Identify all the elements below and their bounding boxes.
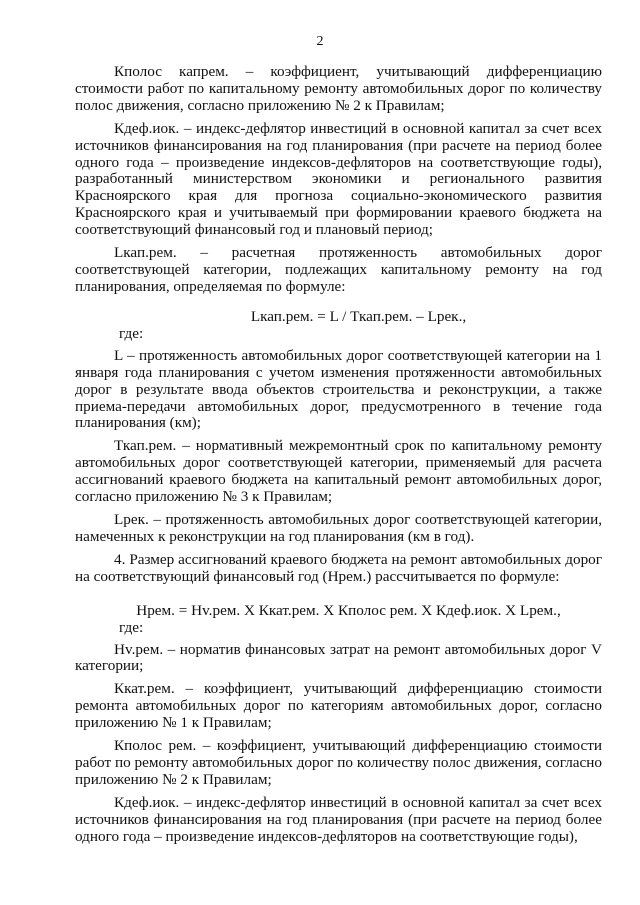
paragraph-nv-rem: Нv.рем. – норматив финансовых затрат на ремонт автомобильных дорог V категории; bbox=[75, 640, 602, 675]
paragraph-item-4: 4. Размер ассигнований краевого бюджета на ремонт автомобильных дорог на соответствующий финансовый год (Нрем.) рассчитывается по формуле: bbox=[75, 550, 602, 585]
where-label-1: где: bbox=[119, 324, 144, 342]
formula-lkap-rem: Lкап.рем. = L / Ткап.рем. – Lрек., bbox=[250, 307, 467, 325]
paragraph-kdef-iok-1: Кдеф.иок. – индекс-дефлятор инвестиций в основной капитал за счет всех источников финансирования на год планирования (при расчете на период более одного года – произведение индексов-дефляторов на соответствующие годы), разработанный министерством экономики и регионального развития Красноярского края для прогноза социально-экономического развития Красноярского края и учитываемый при формировании краевого бюджета на соответствующий финансовый год и плановый период; bbox=[75, 119, 602, 239]
formula-nrem: Нрем. = Нv.рем. Х Ккат.рем. Х Кполос рем. Х Кдеф.иок. Х Lрем., bbox=[136, 601, 561, 619]
paragraph-lrek: Lрек. – протяженность автомобильных дорог соответствующей категории, намеченных к реконструкции на год планирования (км в год). bbox=[75, 510, 602, 545]
page-number: 2 bbox=[316, 34, 324, 49]
document-body bbox=[75, 64, 602, 846]
paragraph-l-length: L – протяженность автомобильных дорог соответствующей категории на 1 января года планирования с учетом изменения протяженности автомобильных дорог в результате ввода объектов строительства и реконструкции, а также приема-передачи автомобильных дорог, предусмотренного в течение года планирования (км); bbox=[75, 346, 602, 432]
where-label-2: где: bbox=[119, 618, 144, 636]
paragraph-kkat-rem: Ккат.рем. – коэффициент, учитывающий дифференциацию стоимости ремонта автомобильных дорог по категориям автомобильных дорог, согласно приложению № 1 к Правилам; bbox=[75, 680, 602, 732]
paragraph-lkap-rem: Lкап.рем. – расчетная протяженность автомобильных дорог соответствующей категории, подлежащих капитальному ремонту на год планирования, определяемая по формуле: bbox=[75, 244, 602, 295]
paragraph-kdef-iok-2: Кдеф.иок. – индекс-дефлятор инвестиций в основной капитал за счет всех источников финансирования на год планирования (при расчете на период более одного года – произведение индексов-дефляторов на соответствующие годы), bbox=[75, 793, 602, 845]
paragraph-kpolos-rem: Кполос рем. – коэффициент, учитывающий дифференциацию стоимости работ по ремонту автомобильных дорог по количеству полос движения, согласно приложению № 2 к Правилам; bbox=[75, 737, 602, 788]
paragraph-tkap-rem: Ткап.рем. – нормативный межремонтный срок по капитальному ремонту автомобильных дорог соответствующей категории, применяемый для расчета ассигнований краевого бюджета на капитальный ремонт автомобильных дорог, согласно приложению № 3 к Правилам; bbox=[75, 437, 602, 506]
paragraph-kpolos-kaprem: Кполос капрем. – коэффициент, учитывающий дифференциацию стоимости работ по капитальному ремонту автомобильных дорог по количеству полос движения, согласно приложению № 2 к Правилам; bbox=[75, 63, 602, 114]
